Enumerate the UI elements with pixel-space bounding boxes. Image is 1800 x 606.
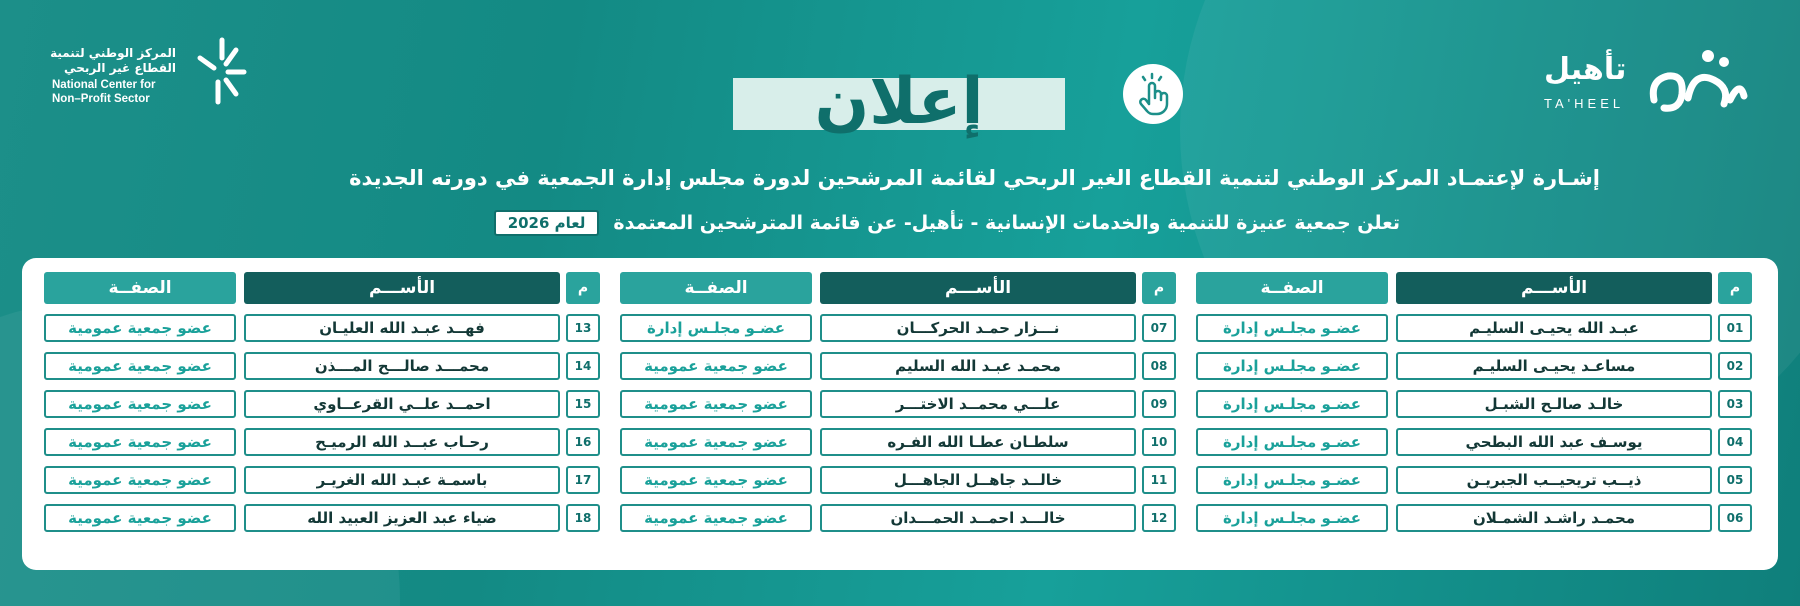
hand-click-icon (1123, 64, 1183, 124)
candidate-name: ضياء عبد العزيز العبيد الله (244, 504, 560, 532)
candidate-name: احمــد علــي القرعــاوي (244, 390, 560, 418)
star-burst-logo-icon (192, 36, 248, 108)
table-row (44, 352, 600, 386)
candidate-role: عضو جمعية عمومية (620, 390, 812, 418)
table-row (44, 314, 600, 348)
row-number: 07 (1142, 314, 1176, 342)
ncnp-en-line1: National Center for (52, 79, 156, 91)
row-number: 09 (1142, 390, 1176, 418)
subheadline (400, 210, 1400, 236)
candidate-name: علـــي محمــد الاختـــر (820, 390, 1136, 418)
candidate-name: خالــد جاهــل الجاهـــل (820, 466, 1136, 494)
candidate-name: نـــزار حمـد الحركـــان (820, 314, 1136, 342)
candidate-name: خالـــد احمــد الحمـــدان (820, 504, 1136, 532)
candidate-role: عضو جمعية عمومية (620, 466, 812, 494)
candidate-name: رحـاب عبــد الله الرميـح (244, 428, 560, 456)
row-number: 16 (566, 428, 600, 456)
row-number: 18 (566, 504, 600, 532)
table-row (620, 314, 1176, 348)
candidate-role: عضو جمعية عمومية (620, 428, 812, 456)
table-row (620, 504, 1176, 538)
table-row (1196, 466, 1752, 500)
candidate-role: عضو جمعية عمومية (44, 504, 236, 532)
candidate-name: يوسـف عبد الله البطحي (1396, 428, 1712, 456)
row-number: 17 (566, 466, 600, 494)
header-name: الأســـم (244, 272, 560, 304)
candidate-name: مساعـد يحيـى السليـم (1396, 352, 1712, 380)
candidate-role: عضـو مجلـس إدارة (1196, 390, 1388, 418)
candidate-name: ذيــب تريحيــب الجبريـن (1396, 466, 1712, 494)
table-row (620, 466, 1176, 500)
candidate-role: عضو جمعية عمومية (44, 390, 236, 418)
row-number: 01 (1718, 314, 1752, 342)
ncnp-english-name (52, 78, 156, 106)
row-number: 04 (1718, 428, 1752, 456)
table-row (1196, 352, 1752, 386)
candidate-name: سلطـان عطـا الله الفـره (820, 428, 1136, 456)
header-role: الصفــة (44, 272, 236, 304)
taheel-english-name: TA'HEEL (1544, 96, 1625, 111)
table-row (1196, 504, 1752, 538)
row-number: 15 (566, 390, 600, 418)
headline: إشـارة لإعتمـاد المركز الوطني لتنمية القطاع الغير الربحي لقائمة المرشحين لدورة مجلس إدارة الجمعية في دورته الجديدة (349, 166, 1600, 190)
table-row (1196, 314, 1752, 348)
ncnp-logo (52, 36, 232, 116)
header-name: الأســـم (1396, 272, 1712, 304)
row-number: 13 (566, 314, 600, 342)
candidate-name: محمـد عبـد الله السليم (820, 352, 1136, 380)
ncnp-ar-line2: القطاع غير الربحي (64, 61, 176, 75)
candidate-role: عضـو مجلـس إدارة (1196, 466, 1388, 494)
candidate-role: عضو جمعية عمومية (44, 314, 236, 342)
header-role: الصفــة (1196, 272, 1388, 304)
table-row (1196, 428, 1752, 462)
candidate-role: عضو جمعية عمومية (620, 504, 812, 532)
candidate-role: عضو جمعية عمومية (620, 352, 812, 380)
table-row (44, 390, 600, 424)
candidate-role: عضـو مجلـس إدارة (1196, 504, 1388, 532)
candidate-name: عبـد الله يحيـى السليـم (1396, 314, 1712, 342)
candidate-role: عضـو مجلـس إدارة (1196, 352, 1388, 380)
table-row (620, 352, 1176, 386)
header-role: الصفــة (620, 272, 812, 304)
candidate-role: عضو جمعية عمومية (44, 466, 236, 494)
announcement-title: إعلان (814, 65, 984, 139)
table-row (44, 428, 600, 462)
row-number: 14 (566, 352, 600, 380)
year-badge: لعام 2026 (494, 210, 600, 236)
table-row (1196, 390, 1752, 424)
ncnp-arabic-name (36, 46, 176, 76)
ncnp-en-line2: Non–Profit Sector (52, 93, 150, 105)
candidate-name: فهــد عبـد الله العليـان (244, 314, 560, 342)
header-name: الأســـم (820, 272, 1136, 304)
header-number: م (566, 272, 600, 304)
header-number: م (1142, 272, 1176, 304)
candidates-card (22, 258, 1778, 570)
row-number: 03 (1718, 390, 1752, 418)
ncnp-ar-line1: المركز الوطني لتنمية (50, 46, 176, 60)
taheel-logo (1540, 40, 1750, 120)
table-row (620, 428, 1176, 462)
taheel-logo-icon (1644, 40, 1750, 120)
candidate-group (44, 272, 604, 562)
candidate-role: عضـو مجلـس إدارة (1196, 314, 1388, 342)
row-number: 08 (1142, 352, 1176, 380)
taheel-arabic-name: تأهيل (1544, 52, 1627, 87)
table-row (44, 504, 600, 538)
candidate-name: باسمـة عبـد الله الغريـر (244, 466, 560, 494)
header-number: م (1718, 272, 1752, 304)
row-number: 06 (1718, 504, 1752, 532)
row-number: 02 (1718, 352, 1752, 380)
row-number: 12 (1142, 504, 1176, 532)
row-number: 05 (1718, 466, 1752, 494)
subheadline-text: تعلن جمعية عنيزة للتنمية والخدمات الإنسانية - تأهيل- عن قائمة المترشحين المعتمدة (613, 212, 1400, 234)
candidate-role: عضو جمعية عمومية (44, 352, 236, 380)
candidate-name: محمـد راشـد الشمـلان (1396, 504, 1712, 532)
table-row (620, 390, 1176, 424)
row-number: 10 (1142, 428, 1176, 456)
candidate-role: عضو جمعية عمومية (44, 428, 236, 456)
table-row (44, 466, 600, 500)
candidate-group (620, 272, 1180, 562)
candidate-group (1196, 272, 1756, 562)
candidate-name: محمـــد صالـــح المـــذن (244, 352, 560, 380)
row-number: 11 (1142, 466, 1176, 494)
candidate-name: خالـد صالـح الشبـل (1396, 390, 1712, 418)
candidate-role: عضـو مجلـس إدارة (620, 314, 812, 342)
candidate-role: عضـو مجلـس إدارة (1196, 428, 1388, 456)
